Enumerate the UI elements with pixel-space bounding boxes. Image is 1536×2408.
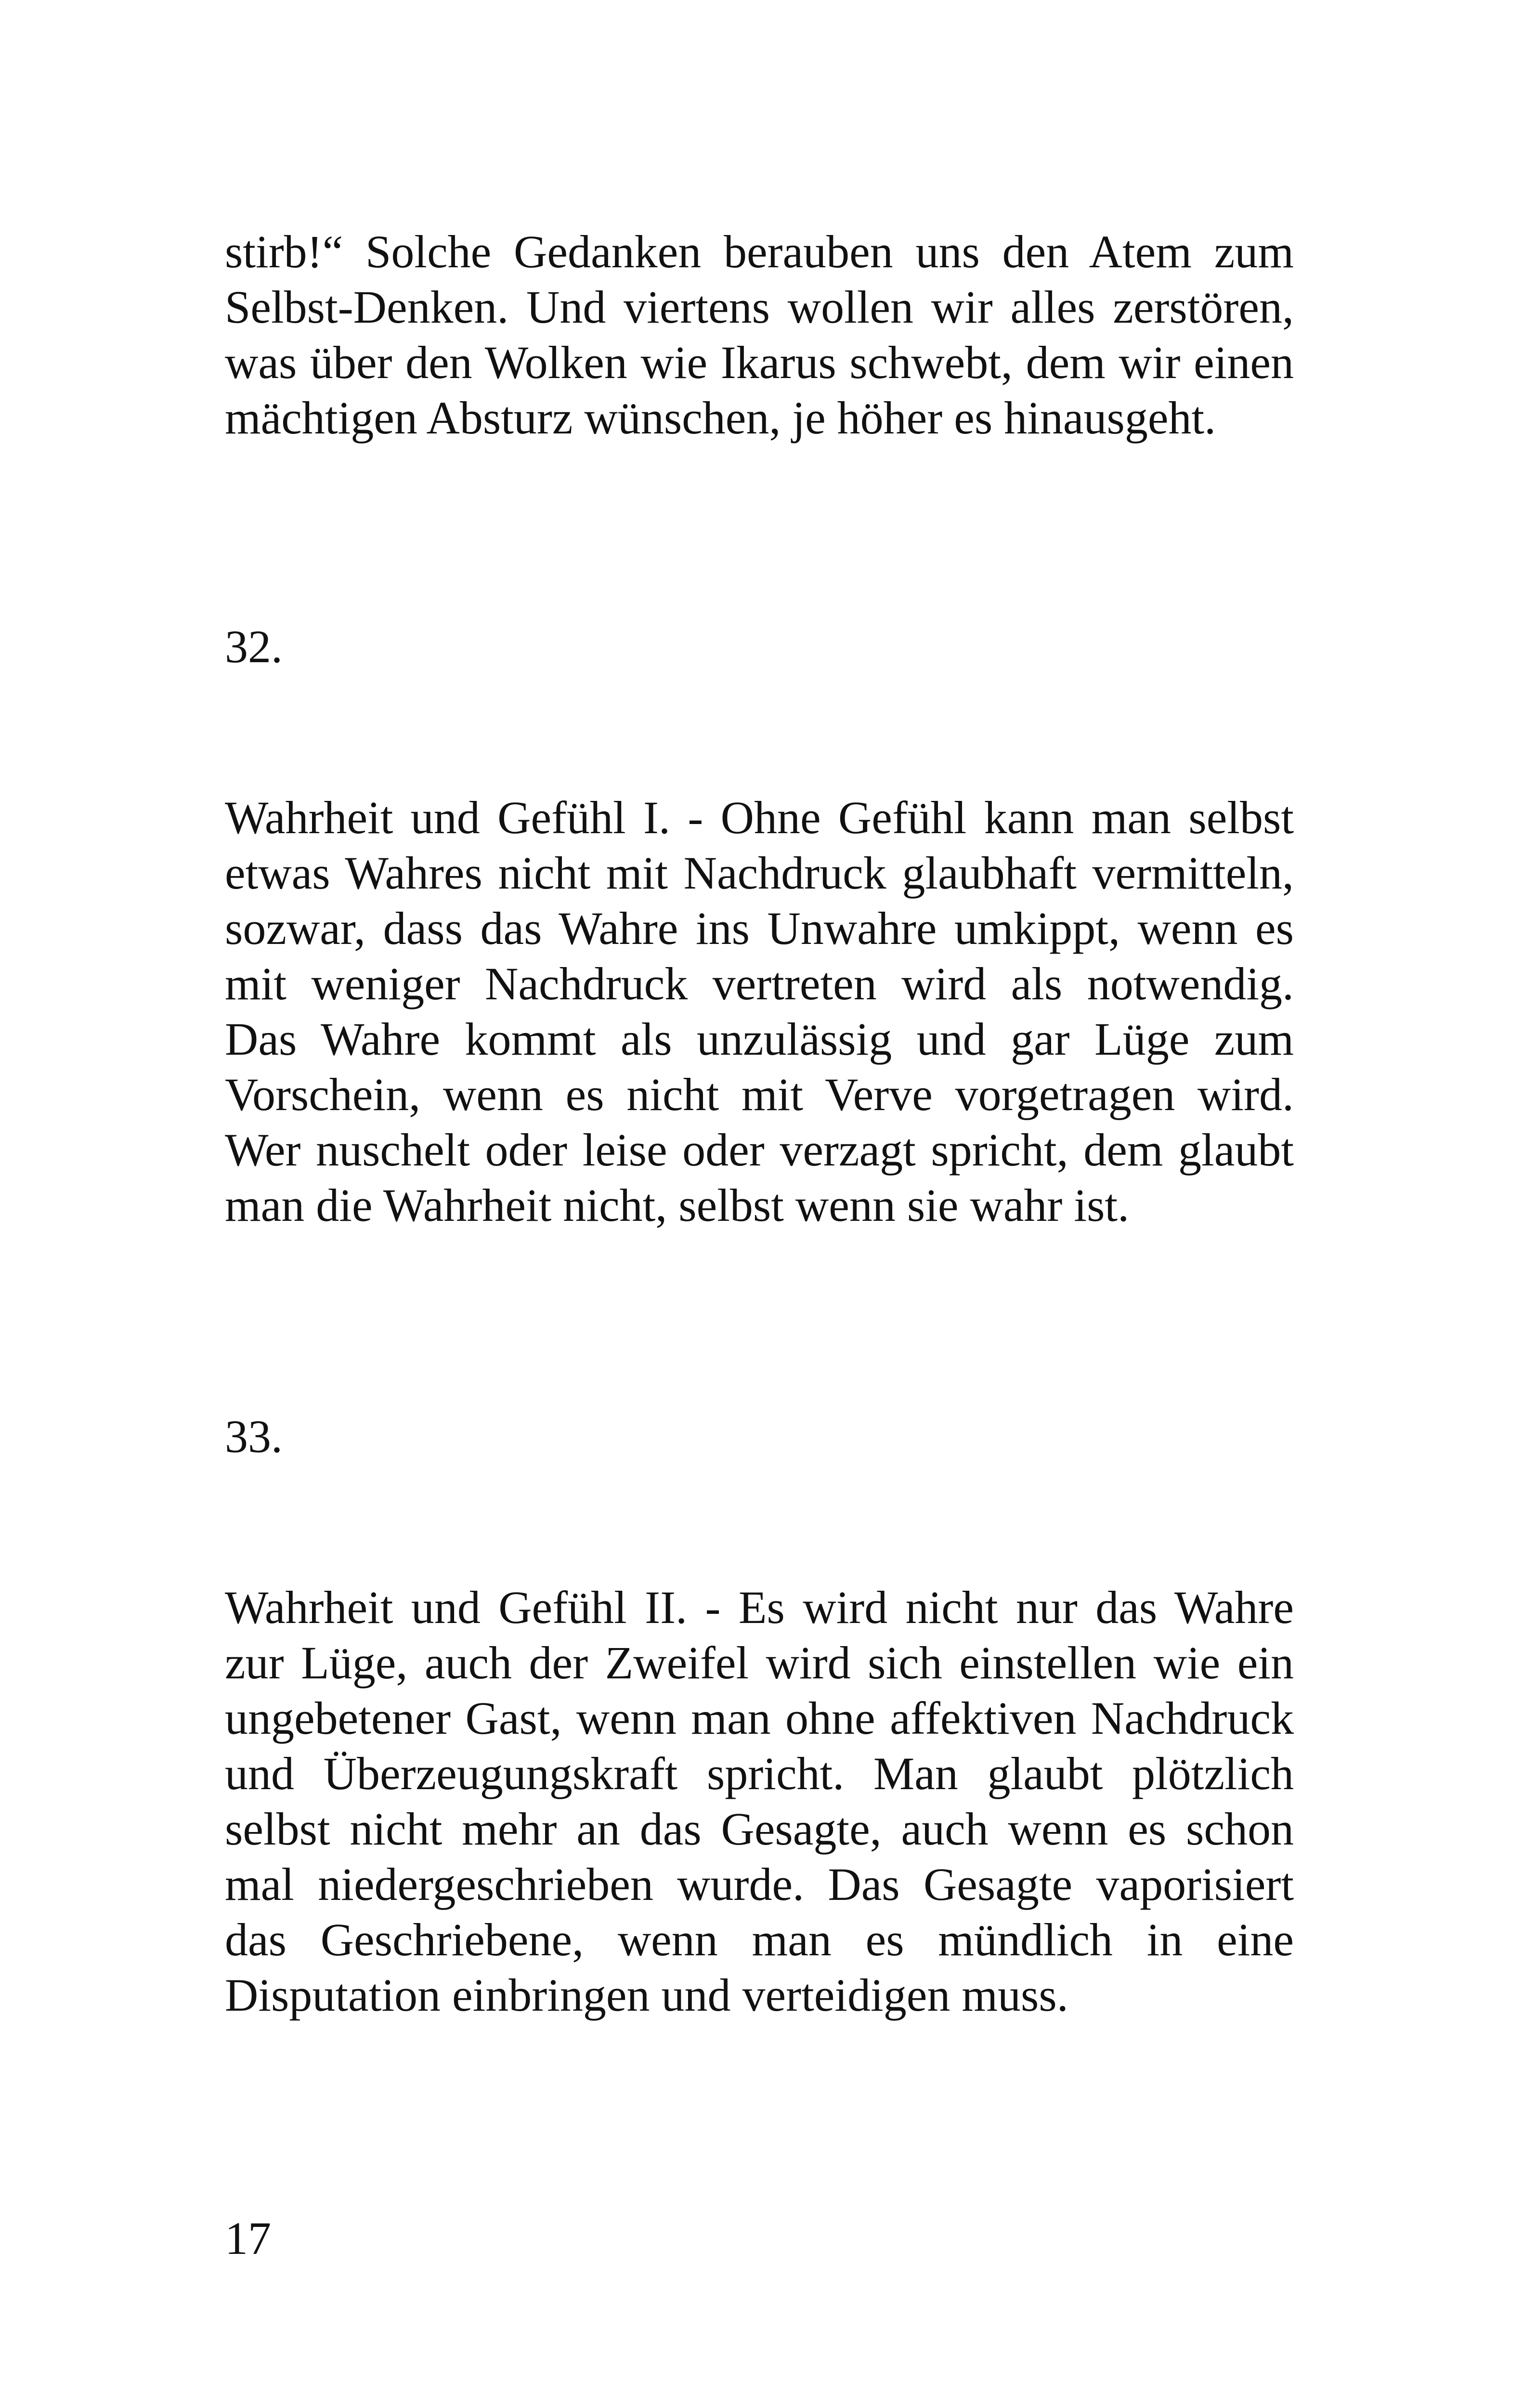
section-number-32: 32. [225,621,283,672]
opening-paragraph: stirb!“ Solche Gedanken berauben uns den Atem zum Selbst-Denken. Und viertens wollen wir alles zerstören, was über den Wolken wie Ikarus schwebt, dem wir einen mächtigen Absturz wünschen, je höher es hinausgeht. [225,226,1294,444]
section-33-paragraph: Wahrheit und Gefühl II. - Es wird nicht nur das Wahre zur Lüge, auch der Zweifel wird sich einstellen wie ein ungebetener Gast, wenn man ohne affektiven Nachdruck und Überzeugungskraft spricht. Man glaubt plötzlich selbst nicht mehr an das Gesagte, auch wenn es schon mal niedergeschrieben wurde. Das Gesagte vaporisiert das Geschriebene, wenn man es mündlich in eine Disputation einbringen und verteidigen muss. [225,1582,1294,2021]
section-32-paragraph: Wahrheit und Gefühl I. - Ohne Gefühl kann man selbst etwas Wahres nicht mit Nachdruck glaubhaft vermitteln, sozwar, dass das Wahre ins Unwahre umkippt, wenn es mit weniger Nachdruck vertreten wird als notwendig. Das Wahre kommt als unzulässig und gar Lüge zum Vorschein, wenn es nicht mit Verve vorgetragen wird. Wer nuschelt oder leise oder verzagt spricht, dem glaubt man die Wahrheit nicht, selbst wenn sie wahr ist. [225,792,1294,1231]
section-number-33: 33. [225,1411,283,1462]
page-number: 17 [225,2212,271,2264]
